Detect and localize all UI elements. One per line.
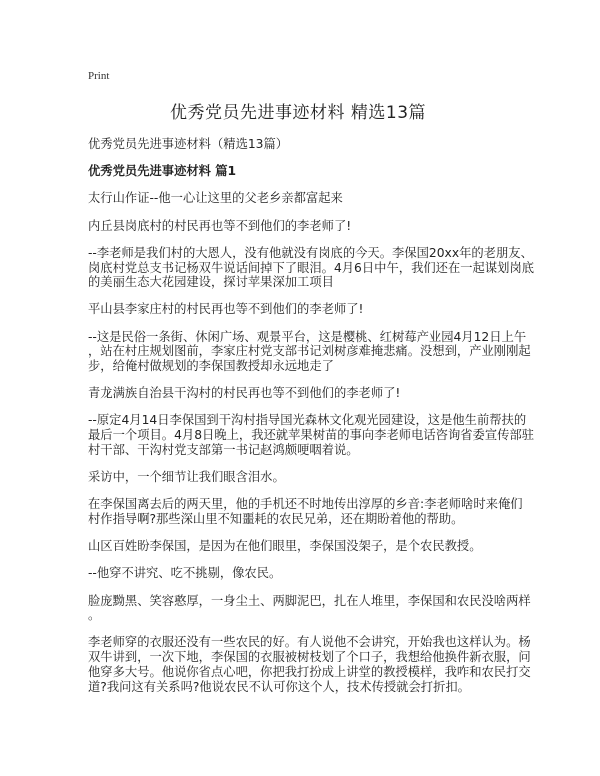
- paragraph-line: 平山县李家庄村的村民再也等不到他们的李老师了!: [88, 302, 364, 317]
- paragraph-line: 在李保国离去后的两天里，他的手机还不时地传出淳厚的乡音:李老师啥时来俺们: [88, 497, 523, 512]
- document-title: 优秀党员先进事迹材料 精选13篇: [169, 103, 427, 123]
- paragraph-line: ，站在村庄规划图前，李家庄村党支部书记刘树彦难掩悲痛。没想到，产业刚刚起: [88, 344, 531, 359]
- paragraph-line: 。: [88, 608, 101, 623]
- paragraph-line: 李老师穿的衣服还没有一些农民的好。有人说他不会讲究，开始我也这样认为。杨: [88, 635, 531, 650]
- document-body: [88, 191, 535, 694]
- paragraph: [88, 635, 531, 694]
- paragraph: [88, 497, 528, 526]
- paragraph: [88, 329, 531, 374]
- paragraph-line: 村干部、干沟村党支部第一书记赵鸿颇哽咽着说。: [88, 442, 359, 457]
- paragraph: [88, 191, 528, 206]
- paragraph: [88, 539, 528, 554]
- print-link[interactable]: Print: [88, 70, 110, 82]
- paragraph-line: 太行山作证--他一心让这里的父老乡亲都富起来: [88, 191, 343, 206]
- paragraph-line: 双牛讲到，一次下地，李保国的衣服被树枝划了个口子，我想给他换件新衣服，问: [88, 650, 531, 665]
- paragraph-line: 脸庞黝黑、笑容憨厚，一身尘土、两脚泥巴，扎在人堆里，李保国和农民没啥两样: [88, 593, 531, 608]
- paragraph: [88, 413, 535, 457]
- paragraph-line: 内丘县岗底村的村民再也等不到他们的李老师了!: [88, 218, 352, 233]
- paragraph: [88, 386, 528, 401]
- paragraph-line: 岗底村党总支书记杨双牛说话间掉下了眼泪。4月6日中午，我们还在一起谋划岗底: [88, 260, 535, 275]
- document-subtitle: 优秀党员先进事迹材料（精选13篇）: [88, 137, 289, 151]
- paragraph-line: 的美丽生态大花园建设，探讨苹果深加工项目: [88, 275, 334, 290]
- section-heading: 优秀党员先进事迹材料 篇1: [88, 164, 237, 179]
- document-page: [88, 70, 535, 707]
- paragraph: [88, 302, 528, 317]
- paragraph-line: 青龙满族自治县干沟村的村民再也等不到他们的李老师了!: [88, 386, 401, 401]
- paragraph: [88, 219, 528, 234]
- paragraph-line: --原定4月14日李保国到干沟村指导国光森林文化观光园建设，这是他生前帮扶的: [88, 413, 527, 428]
- paragraph-line: --李老师是我们村的大恩人，没有他就没有岗底的今天。李保国20xx年的老朋友、: [88, 245, 533, 260]
- paragraph-line: 道?我问这有关系吗?他说农民不认可你这个人，技术传授就会打折扣。: [88, 679, 470, 694]
- paragraph: [88, 566, 528, 581]
- paragraph-line: 他穿多大号。他说你省点心吧，你把我打扮成上讲堂的教授模样，我咋和农民打交: [88, 664, 531, 679]
- paragraph-line: 采访中，一个细节让我们眼含泪水。: [88, 470, 285, 485]
- paragraph-line: 步，给俺村做规划的李保国教授却永远地走了: [88, 359, 334, 374]
- paragraph-line: --他穿不讲究、吃不挑剔，像农民。: [88, 566, 282, 581]
- paragraph-line: 村作指导啊?那些深山里不知噩耗的农民兄弟，还在期盼着他的帮助。: [88, 511, 464, 526]
- paragraph-line: --这是民俗一条街、休闲广场、观景平台，这是樱桃、红树莓产业园4月12日上午: [88, 329, 527, 344]
- paragraph: [88, 245, 535, 290]
- paragraph: [88, 470, 528, 485]
- paragraph-line: 山区百姓盼李保国，是因为在他们眼里，李保国没架子，是个农民教授。: [88, 539, 482, 554]
- paragraph-line: 最后一个项目。4月8日晚上，我还就苹果树苗的事向李老师电话咨询省委宣传部驻: [88, 428, 535, 443]
- paragraph: [88, 593, 531, 623]
